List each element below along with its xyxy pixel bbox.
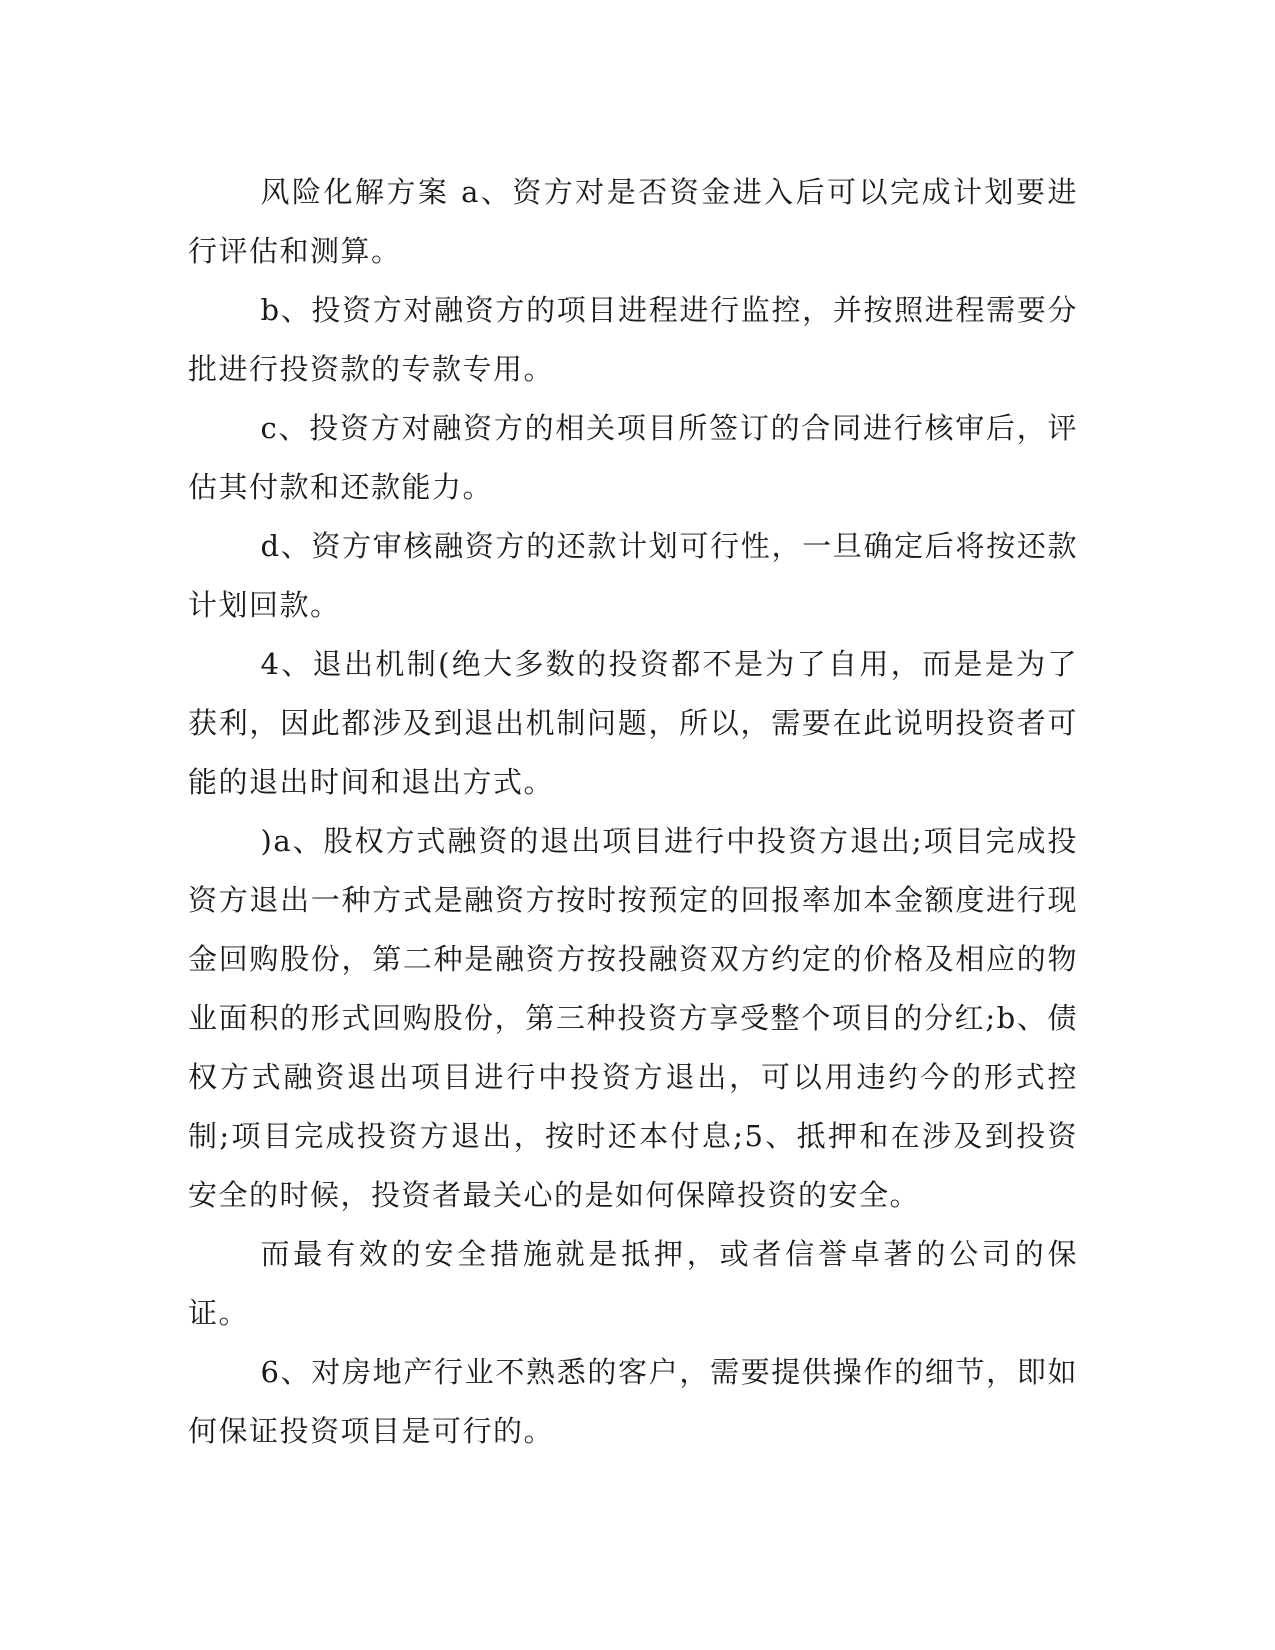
paragraph-risk-plan-b: b、投资方对融资方的项目进程进行监控，并按照进程需要分批进行投资款的专款专用。: [188, 293, 1078, 386]
paragraph-risk-plan-c: c、投资方对融资方的相关项目所签订的合同进行核审后，评估其付款和还款能力。: [188, 411, 1078, 504]
paragraph-risk-plan-a: 风险化解方案 a、资方对是否资金进入后可以完成计划要进行评估和测算。: [188, 175, 1078, 268]
paragraph-exit-methods: )a、股权方式融资的退出项目进行中投资方退出;项目完成投资方退出一种方式是融资方按时按预定的回报率加本金额度进行现金回购股份，第二种是融资方按投融资双方约定的价格及相应的物业面积的形式回购股份，第三种投资方享受整个项目的分红;b、债权方式融资退出项目进行中投资方退出，可以用违约今的形式控制;项目完成投资方退出，按时还本付息;5、抵押和在涉及到投资安全的时候，投资者最关心的是如何保障投资的安全。: [188, 824, 1078, 1212]
paragraph-exit-mechanism: 4、退出机制(绝大多数的投资都不是为了自用，而是是为了获利，因此都涉及到退出机制问题，所以，需要在此说明投资者可能的退出时间和退出方式。: [188, 647, 1078, 799]
paragraph-security-measures: 而最有效的安全措施就是抵押，或者信誉卓著的公司的保证。: [188, 1237, 1078, 1330]
document-body: [188, 163, 1078, 1461]
paragraph-operation-details: 6、对房地产行业不熟悉的客户，需要提供操作的细节，即如何保证投资项目是可行的。: [188, 1355, 1078, 1448]
paragraph-risk-plan-d: d、资方审核融资方的还款计划可行性，一旦确定后将按还款计划回款。: [188, 529, 1078, 622]
